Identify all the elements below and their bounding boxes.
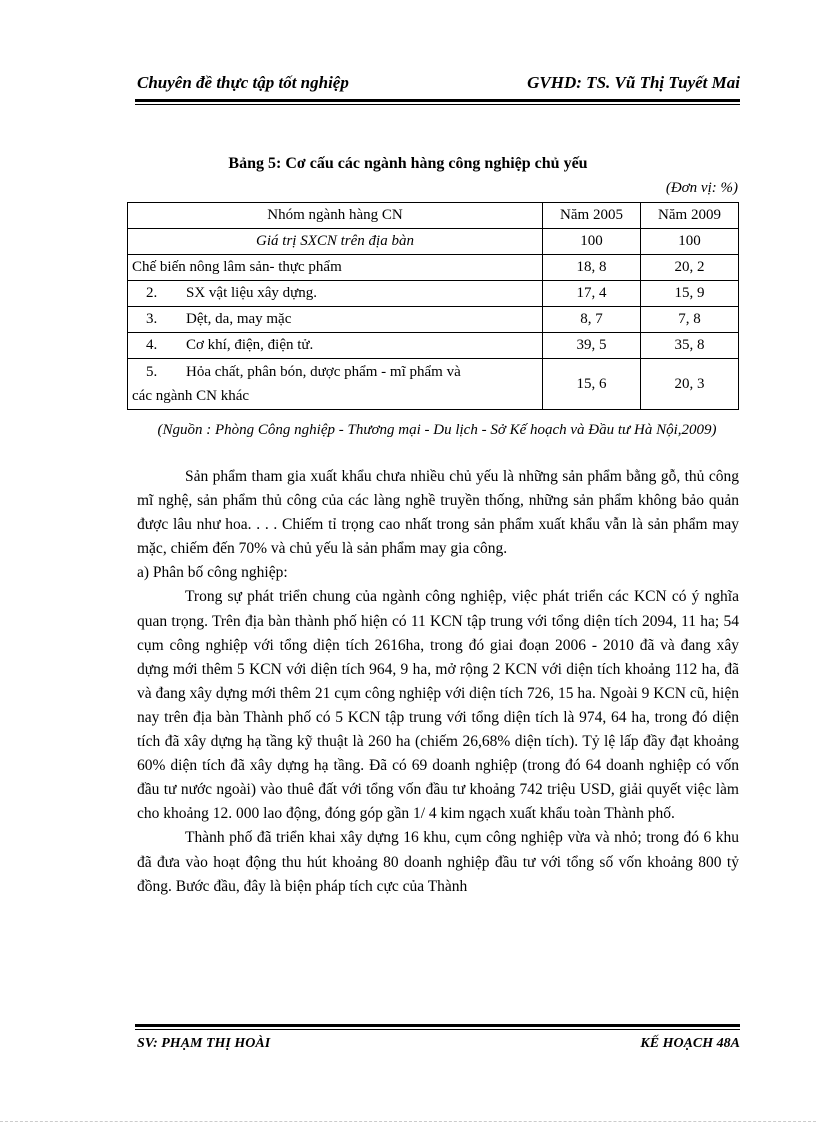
paragraph-exports: Sản phẩm tham gia xuất khẩu chưa nhiều chủ yếu là những sản phẩm bằng gỗ, thủ công mĩ nghệ, sản phẩm thủ công của các làng nghề truyền thống, những sản phẩm không bảo quản được lâu như hoa. . . . Chiếm tỉ trọng cao nhất trong sản phẩm xuất khẩu vẫn là sản phẩm may mặc, chiếm đến 70% và chủ yếu là sản phẩm may gia công. <box>137 468 739 558</box>
table-source: (Nguồn : Phòng Công nghiệp - Thương mại - Du lịch - Sở Kế hoạch và Đầu tư Hà Nội,2009) <box>157 422 717 438</box>
row-label-cell <box>128 333 543 359</box>
row-value-2005: 15, 6 <box>543 359 641 410</box>
row-label-cell <box>128 307 543 333</box>
row-value-2009: 35, 8 <box>641 333 739 359</box>
row-index: 4. <box>146 337 158 353</box>
row-label-cell <box>128 359 543 410</box>
row-value-2005: 18, 8 <box>543 255 641 281</box>
row-value-2005: 39, 5 <box>543 333 641 359</box>
body-text <box>137 465 739 899</box>
section-heading: a) Phân bố công nghiệp: <box>137 564 288 582</box>
row-value-2005: 17, 4 <box>543 281 641 307</box>
row-index: 3. <box>146 311 158 327</box>
footer-rule-thick <box>135 1024 740 1027</box>
paragraph-industrial-zones: Trong sự phát triển chung của ngành công nghiệp, việc phát triển các KCN có ý nghĩa quan trọng. Trên địa bàn thành phố hiện có 11 KCN tập trung với tổng diện tích 2094, 11 ha; 54 cụm công nghiệp với tổng diện tích 2616ha, trong đó giai đoạn 2006 - 2010 đã và đang xây dựng mới thêm 5 KCN với diện tích 964, 9 ha, mở rộng 2 KCN với diện tích khoảng 112 ha, đã và đang xây dựng mới thêm 21 cụm công nghiệp với diện tích 726, 15 ha. Ngoài 9 KCN cũ, hiện nay trên địa bàn Thành phố có 5 KCN tập trung với tổng diện tích là 974, 64 ha, trong đó diện tích đã xây dựng hạ tầng kỹ thuật là 260 ha (chiếm 26,68% diện tích). Tỷ lệ lấp đầy đạt khoảng 60% diện tích đã xây dựng hạ tầng. Đã có 69 doanh nghiệp (trong đó 64 doanh nghiệp có vốn đầu tư nước ngoài) vào thuê đất với tổng vốn đầu tư khoảng 742 triệu USD, giải quyết việc làm cho khoảng 12. 000 lao động, đóng góp gần 1/ 4 kim ngạch xuất khẩu toàn Thành phố. <box>137 588 739 823</box>
row-label: Hỏa chất, phân bón, dược phẩm - mĩ phẩm và <box>186 364 461 380</box>
table-header-row <box>128 203 739 229</box>
table-row <box>128 333 739 359</box>
header-rule-thin <box>135 104 740 105</box>
row-value-2005: 100 <box>543 229 641 255</box>
row-label-continued: các ngành CN khác <box>132 388 250 404</box>
row-label: SX vật liệu xây dựng. <box>186 285 318 301</box>
paragraph-small-clusters: Thành phố đã triển khai xây dựng 16 khu, cụm công nghiệp vừa và nhỏ; trong đó 6 khu đã đưa vào hoạt động thu hút khoảng 80 doanh nghiệp đầu tư với tổng số vốn khoảng 800 tỷ đồng. Bước đầu, đây là biện pháp tích cực của Thành <box>137 829 739 895</box>
header-2005: Năm 2005 <box>543 203 641 229</box>
row-label: Giá trị SXCN trên địa bàn <box>128 229 543 255</box>
row-value-2009: 15, 9 <box>641 281 739 307</box>
table-row <box>128 255 739 281</box>
header-rule-thick <box>135 99 740 102</box>
table-title: Bảng 5: Cơ cấu các ngành hàng công nghiệp chủ yếu <box>228 155 588 172</box>
row-value-2009: 20, 3 <box>641 359 739 410</box>
row-label: Dệt, da, may mặc <box>186 311 292 327</box>
header-right-advisor: GVHD: TS. Vũ Thị Tuyết Mai <box>527 73 740 92</box>
page-edge-divider <box>0 1121 816 1122</box>
row-index: 2. <box>146 285 158 301</box>
row-label-cell <box>128 281 543 307</box>
header-group: Nhóm ngành hàng CN <box>128 203 543 229</box>
footer-student: SV: PHẠM THỊ HOÀI <box>137 1036 271 1051</box>
row-value-2009: 7, 8 <box>641 307 739 333</box>
table-row <box>128 281 739 307</box>
footer-rule-thin <box>135 1029 740 1030</box>
industry-structure-table <box>127 202 739 410</box>
header-left-title: Chuyên đề thực tập tốt nghiệp <box>137 73 349 92</box>
row-label: Chế biến nông lâm sản- thực phẩm <box>128 255 543 281</box>
footer-class: KẾ HOẠCH 48A <box>640 1036 740 1051</box>
table-unit: (Đơn vị: %) <box>665 180 738 196</box>
row-value-2009: 100 <box>641 229 739 255</box>
header-2009: Năm 2009 <box>641 203 739 229</box>
row-index: 5. <box>146 364 158 380</box>
row-label: Cơ khí, điện, điện tử. <box>186 337 314 353</box>
table-row <box>128 229 739 255</box>
table-row <box>128 307 739 333</box>
row-value-2009: 20, 2 <box>641 255 739 281</box>
table-row <box>128 359 739 410</box>
row-value-2005: 8, 7 <box>543 307 641 333</box>
